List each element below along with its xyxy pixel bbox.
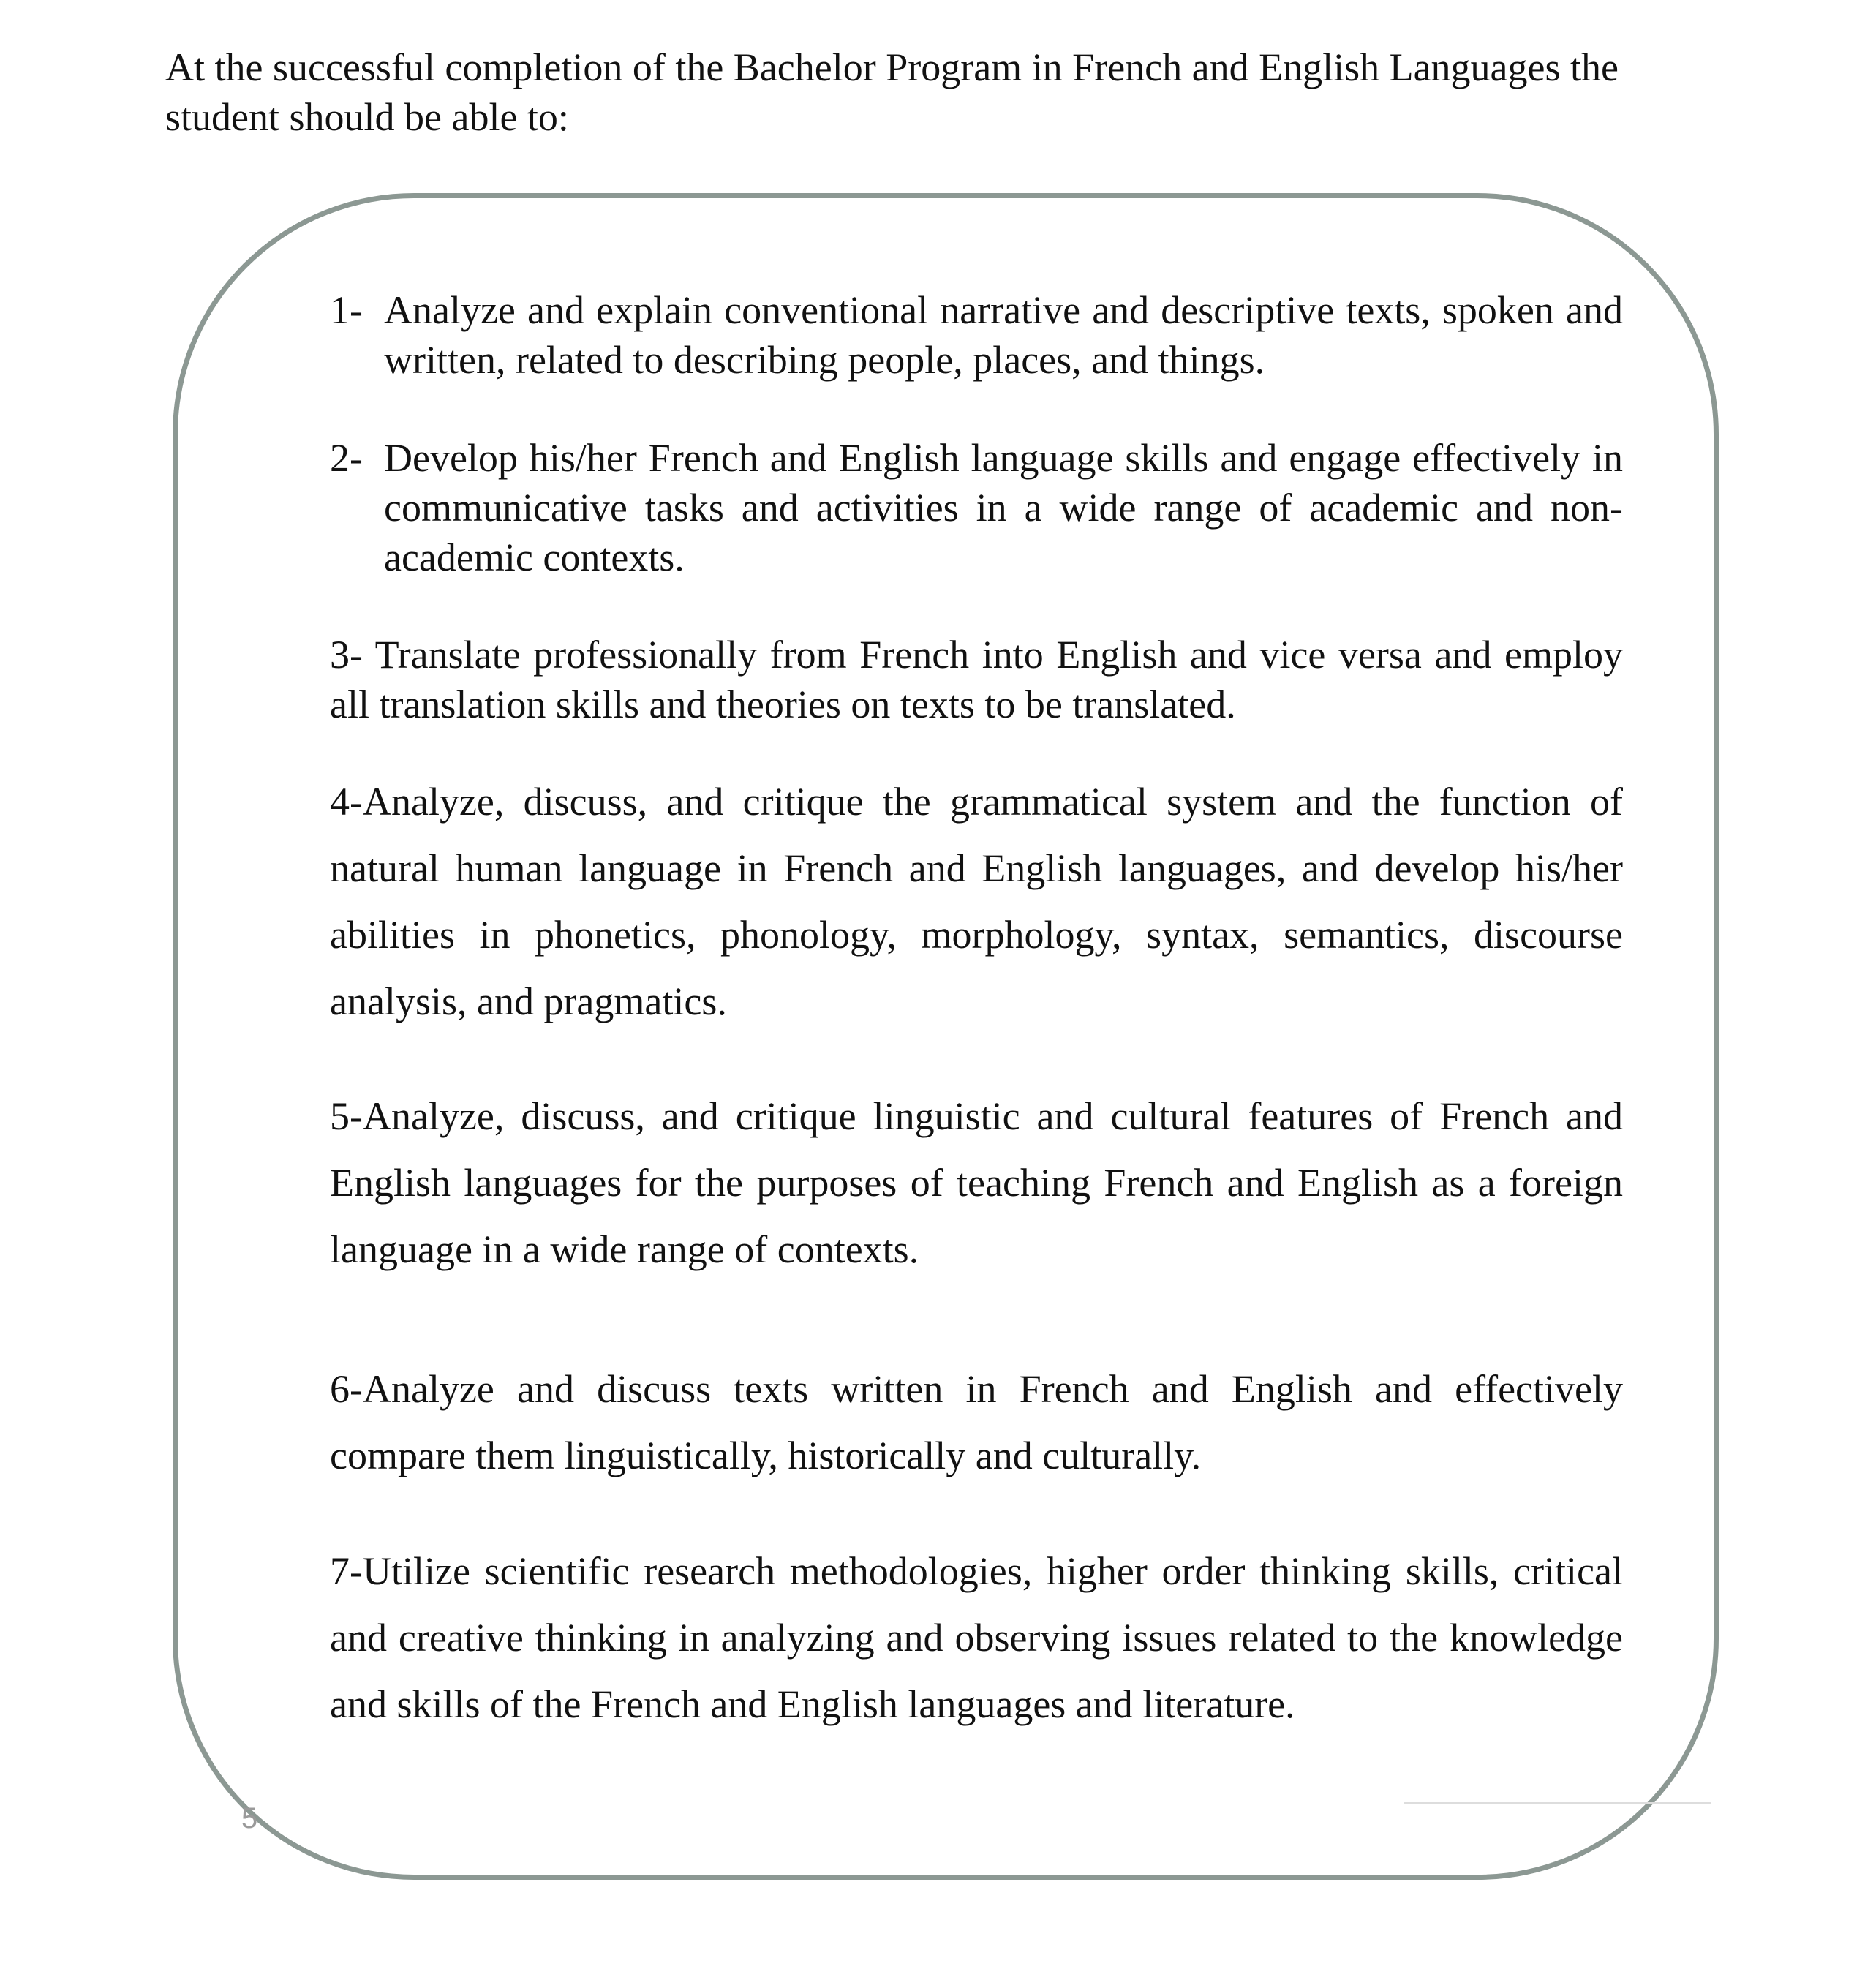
outcome-text-2: Develop his/her French and English language skills and engage effectively in communicative tasks and activities in a wide range of academic and non-academic contexts.: [384, 436, 1623, 579]
outcome-item-4: 4-Analyze, discuss, and critique the grammatical system and the function of natural human language in French and English languages, and develop his/her abilities in phonetics, phonology, morphology, syntax, semantics, discourse analysis, and pragmatics.: [330, 780, 1623, 1023]
outcome-item-1: [330, 285, 1623, 385]
outcome-item-3: 3- Translate professionally from French into English and vice versa and employ all translation skills and theories on texts to be translated.: [330, 633, 1623, 726]
outcome-number-1: 1-: [330, 288, 363, 332]
outcome-number-2: 2-: [330, 436, 363, 480]
page-number: 5: [241, 1802, 258, 1834]
outcome-item-6: 6-Analyze and discuss texts written in French and English and effectively compare them linguistically, historically and culturally.: [330, 1367, 1623, 1477]
outcome-item-5: 5-Analyze, discuss, and critique linguistic and cultural features of French and English languages for the purposes of teaching French and English as a foreign language in a wide range of contexts.: [330, 1094, 1623, 1271]
footer-rule: [1404, 1802, 1711, 1804]
intro-paragraph: At the successful completion of the Bachelor Program in French and English Languages the student should be able to:: [165, 45, 1619, 139]
outcome-text-1: Analyze and explain conventional narrative and descriptive texts, spoken and written, related to describing people, places, and things.: [384, 288, 1623, 382]
outcome-item-2: [330, 433, 1623, 582]
outcome-item-7: 7-Utilize scientific research methodologies, higher order thinking skills, critical and creative thinking in analyzing and observing issues related to the knowledge and skills of the French and English languages and literature.: [330, 1549, 1623, 1726]
